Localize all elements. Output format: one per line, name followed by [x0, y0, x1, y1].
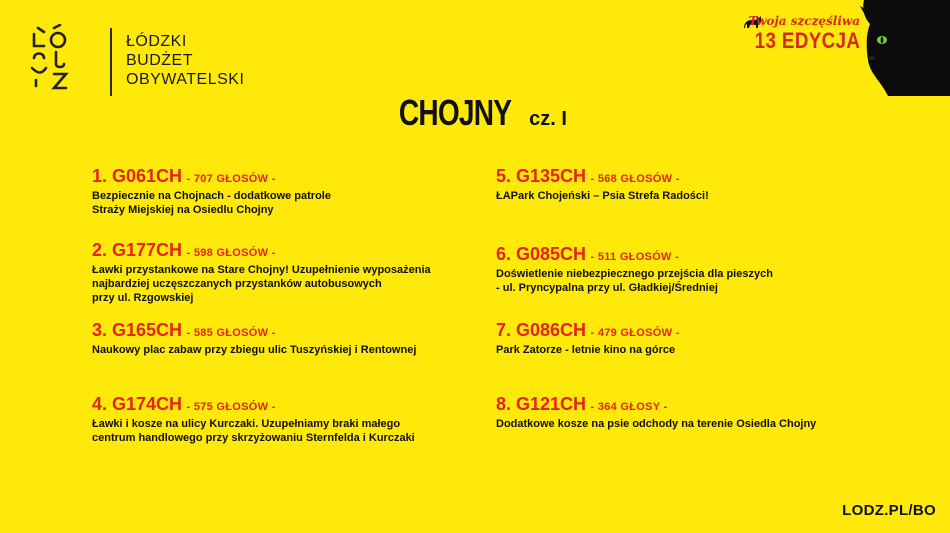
project-code: 4. G174CH — [92, 394, 183, 414]
project-item-4 — [92, 394, 482, 445]
description-line: Doświetlenie niebezpiecznego przejścia dla pieszych — [496, 268, 773, 280]
website-link[interactable]: LODZ.PL/BO — [842, 502, 936, 519]
brand-name — [126, 32, 244, 89]
logo — [28, 24, 268, 96]
description-line: Straży Miejskiej na Osiedlu Chojny — [92, 204, 274, 216]
brand-line-2: BUDŻET — [126, 52, 193, 69]
description-line: Park Zatorze - letnie kino na górce — [496, 344, 676, 356]
description-line: ŁAPark Chojeński – Psia Strefa Radości! — [496, 190, 709, 202]
edition-number: 13 EDYCJA — [754, 28, 860, 53]
project-description — [92, 263, 482, 305]
project-votes: - 585 GŁOSÓW - — [186, 327, 276, 339]
project-description — [496, 189, 886, 203]
project-description — [92, 343, 482, 357]
project-description — [496, 417, 886, 431]
project-description — [92, 417, 482, 445]
edition-badge — [736, 14, 860, 54]
description-line: przy ul. Rzgowskiej — [92, 292, 194, 304]
description-line: - ul. Pryncypalna przy ul. Gładkiej/Średniej — [496, 282, 718, 294]
project-code: 7. G086CH — [496, 320, 587, 340]
project-item-1 — [92, 166, 482, 217]
description-line: Dodatkowe kosze na psie odchody na terenie Osiedla Chojny — [496, 418, 817, 430]
project-code: 3. G165CH — [92, 320, 183, 340]
page-title — [0, 92, 950, 134]
brand-line-1: ŁÓDZKI — [126, 33, 187, 50]
project-votes: - 598 GŁOSÓW - — [186, 247, 276, 259]
description-line: Ławki i kosze na ulicy Kurczaki. Uzupełniamy braki małego — [92, 418, 401, 430]
project-code: 1. G061CH — [92, 166, 183, 186]
project-code: 2. G177CH — [92, 240, 183, 260]
project-votes: - 575 GŁOSÓW - — [186, 401, 276, 413]
project-votes: - 364 GŁOSY - — [590, 401, 668, 413]
project-votes: - 511 GŁOSÓW - — [590, 251, 680, 263]
project-item-3 — [92, 320, 482, 357]
project-code: 6. G085CH — [496, 244, 587, 264]
district-name: CHOJNY — [398, 92, 512, 133]
project-item-2 — [92, 240, 482, 305]
edition-tagline: Twoja szczęśliwa — [748, 14, 860, 28]
black-cat-icon — [858, 0, 950, 96]
project-description — [496, 343, 886, 357]
description-line: Bezpiecznie na Chojnach - dodatkowe patrole — [92, 190, 331, 202]
lodz-logo-icon — [28, 24, 72, 96]
description-line: Naukowy plac zabaw przy zbiegu ulic Tuszyńskiej i Rentownej — [92, 344, 417, 356]
logo-divider — [110, 28, 112, 96]
project-code: 5. G135CH — [496, 166, 587, 186]
project-item-8 — [496, 394, 886, 431]
project-votes: - 568 GŁOSÓW - — [590, 173, 680, 185]
project-votes: - 707 GŁOSÓW - — [186, 173, 276, 185]
project-item-6 — [496, 244, 886, 295]
brand-line-3: OBYWATELSKI — [126, 71, 245, 88]
description-line: centrum handlowego przy skrzyżowaniu Sternfelda i Kurczaki — [92, 432, 415, 444]
description-line: najbardziej uczęszczanych przystanków autobusowych — [92, 278, 382, 290]
description-line: Ławki przystankowe na Stare Chojny! Uzupełnienie wyposażenia — [92, 264, 431, 276]
project-item-7 — [496, 320, 886, 357]
project-description — [92, 189, 482, 217]
project-votes: - 479 GŁOSÓW - — [590, 327, 680, 339]
project-code: 8. G121CH — [496, 394, 587, 414]
project-description — [496, 267, 886, 295]
title-part: cz. I — [529, 108, 567, 130]
project-item-5 — [496, 166, 886, 203]
